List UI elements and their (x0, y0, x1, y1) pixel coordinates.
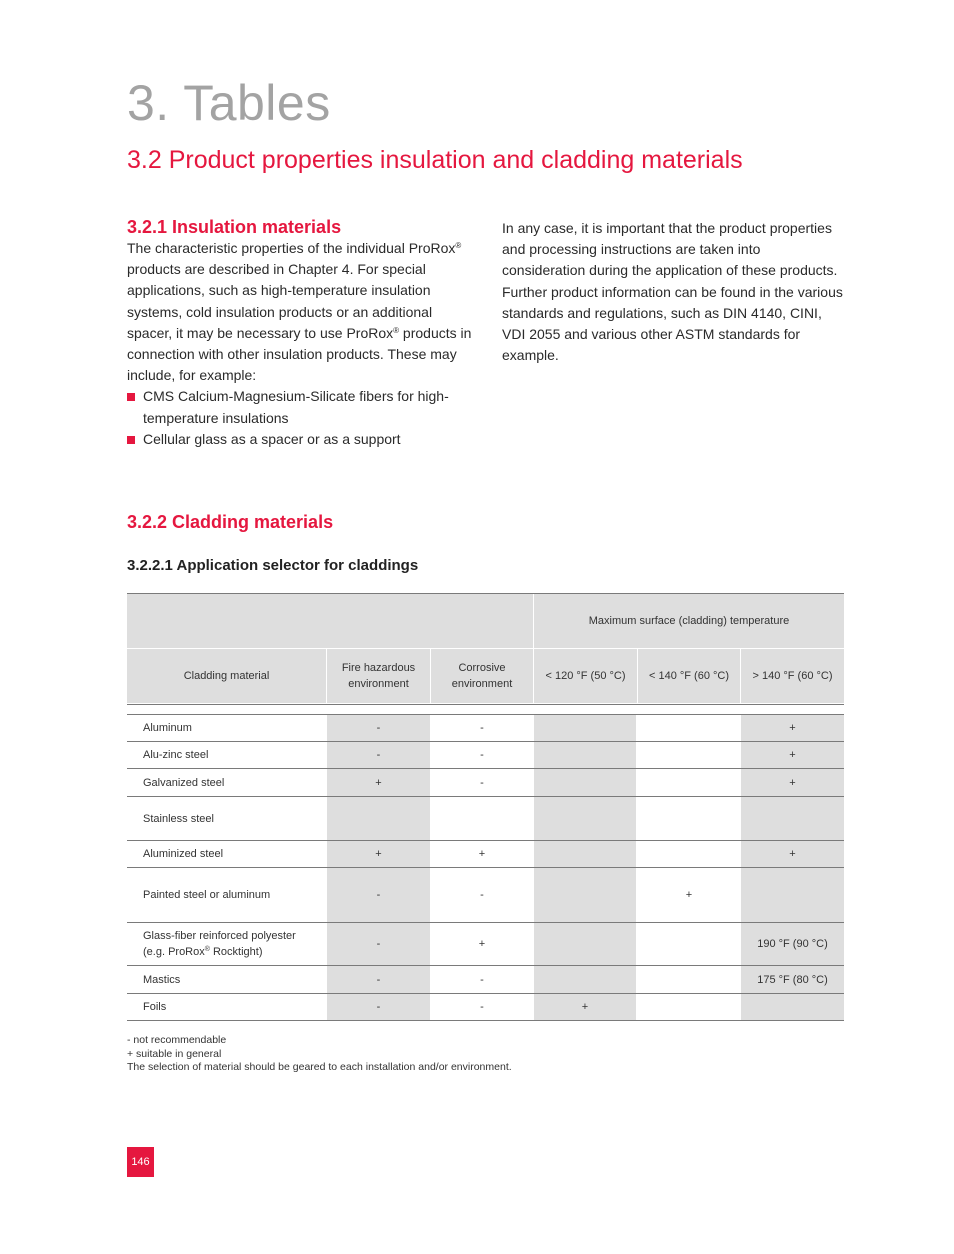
cell-corrosive: - (431, 868, 533, 922)
cell-fire: - (327, 715, 430, 741)
selector-title: 3.2.2.1 Application selector for claddings (127, 557, 419, 574)
cell-t3: + (741, 742, 844, 768)
table-body (127, 714, 844, 1021)
cell-fire: - (327, 966, 430, 993)
cell-t2 (638, 966, 740, 993)
cell-t2 (638, 742, 740, 768)
header-blank-cell (127, 594, 533, 648)
cell-t3 (741, 868, 844, 922)
cell-t1 (534, 715, 636, 741)
header-fire: Fire hazardous environment (327, 649, 430, 703)
bullet-square-icon (127, 393, 135, 401)
legend-plus: + suitable in general (127, 1047, 222, 1060)
cell-material: Painted steel or aluminum (127, 868, 326, 922)
header-bottom-rule (127, 704, 844, 705)
header-t1: < 120 °F (50 °C) (534, 649, 637, 703)
header-material: Cladding material (127, 649, 326, 703)
cell-t3 (741, 797, 844, 840)
cell-fire: - (327, 994, 430, 1020)
insulation-paragraph-2: In any case, it is important that the product properties and processing instructions are taken into consideration during the application of these products. Further product information can be found in the various standards and regulations, such as DIN 4140, CINI, VDI 2055 and various other ASTM standards for example. (502, 220, 843, 364)
cell-t2 (638, 797, 740, 840)
cell-material: Foils (127, 994, 326, 1020)
cell-corrosive: - (431, 966, 533, 993)
table-row (127, 742, 844, 769)
table-row (127, 994, 844, 1021)
cladding-title: 3.2.2 Cladding materials (127, 512, 334, 532)
header-t3: > 140 °F (60 °C) (741, 649, 844, 703)
insulation-bullet-list (127, 386, 472, 450)
cell-material: Alu-zinc steel (127, 742, 326, 768)
section-title: 3.2 Product properties insulation and cladding materials (127, 146, 743, 174)
cell-fire: - (327, 923, 430, 965)
cell-t1 (534, 966, 636, 993)
cell-t3: 175 °F (80 °C) (741, 966, 844, 993)
cell-fire: + (327, 841, 430, 867)
cell-corrosive: + (431, 841, 533, 867)
cell-t1: + (534, 994, 636, 1020)
cell-t3: + (741, 769, 844, 796)
bullet-square-icon (127, 436, 135, 444)
cell-t3 (741, 994, 844, 1020)
cell-corrosive (431, 797, 533, 840)
legend-note: The selection of material should be geared to each installation and/or environment. (127, 1061, 512, 1073)
chapter-title: 3. Tables (127, 75, 331, 131)
cell-t1 (534, 769, 636, 796)
cell-material: Aluminized steel (127, 841, 326, 867)
cell-t2 (638, 994, 740, 1020)
cell-t2 (638, 715, 740, 741)
list-item: CMS Calcium-Magnesium-Silicate fibers for high-temperature insulations (127, 386, 472, 428)
cell-corrosive: - (431, 994, 533, 1020)
insulation-paragraph: The characteristic properties of the individual ProRox® products are described in Chapter 4. For special applications, such as high-temperature insulation systems, cold insulation products or an additional spacer, it may be necessary to use ProRox® products in connection with other insulation products. These may include, for example: (127, 240, 472, 384)
cell-t1 (534, 923, 636, 965)
table-legend (127, 1034, 512, 1075)
cell-t2 (638, 769, 740, 796)
legend-minus: - not recommendable (127, 1034, 227, 1046)
cell-t2 (638, 841, 740, 867)
header-t2: < 140 °F (60 °C) (638, 649, 740, 703)
cell-t1 (534, 742, 636, 768)
cell-t2 (638, 923, 740, 965)
cell-corrosive: - (431, 769, 533, 796)
cell-t3: 190 °F (90 °C) (741, 923, 844, 965)
table-row (127, 797, 844, 841)
list-item: Cellular glass as a spacer or as a support (127, 429, 472, 450)
page-number: 146 (127, 1147, 154, 1177)
cell-t1 (534, 841, 636, 867)
cell-material: Stainless steel (127, 797, 326, 840)
table-row (127, 966, 844, 994)
cell-corrosive: - (431, 715, 533, 741)
insulation-left-column (127, 216, 472, 450)
cell-material: Glass-fiber reinforced polyester (e.g. ProRox® Rocktight) (127, 923, 326, 965)
cell-t2: + (638, 868, 740, 922)
table-row (127, 868, 844, 923)
insulation-right-column (502, 218, 847, 366)
cell-fire: - (327, 868, 430, 922)
header-corrosive: Corrosive environment (431, 649, 533, 703)
table-row (127, 715, 844, 742)
cell-fire: + (327, 769, 430, 796)
cell-corrosive: + (431, 923, 533, 965)
cell-t3: + (741, 715, 844, 741)
group-header-cell: Maximum surface (cladding) temperature (534, 594, 844, 648)
cell-fire (327, 797, 430, 840)
cell-t3: + (741, 841, 844, 867)
cell-t1 (534, 868, 636, 922)
table-row (127, 841, 844, 868)
table-row (127, 923, 844, 966)
insulation-title: 3.2.1 Insulation materials (127, 217, 342, 237)
cell-corrosive: - (431, 742, 533, 768)
cell-fire: - (327, 742, 430, 768)
cladding-selector-table (127, 593, 844, 1013)
cell-material: Aluminum (127, 715, 326, 741)
cell-t1 (534, 797, 636, 840)
cell-material: Galvanized steel (127, 769, 326, 796)
table-header (127, 593, 844, 705)
cell-material: Mastics (127, 966, 326, 993)
table-row (127, 769, 844, 797)
